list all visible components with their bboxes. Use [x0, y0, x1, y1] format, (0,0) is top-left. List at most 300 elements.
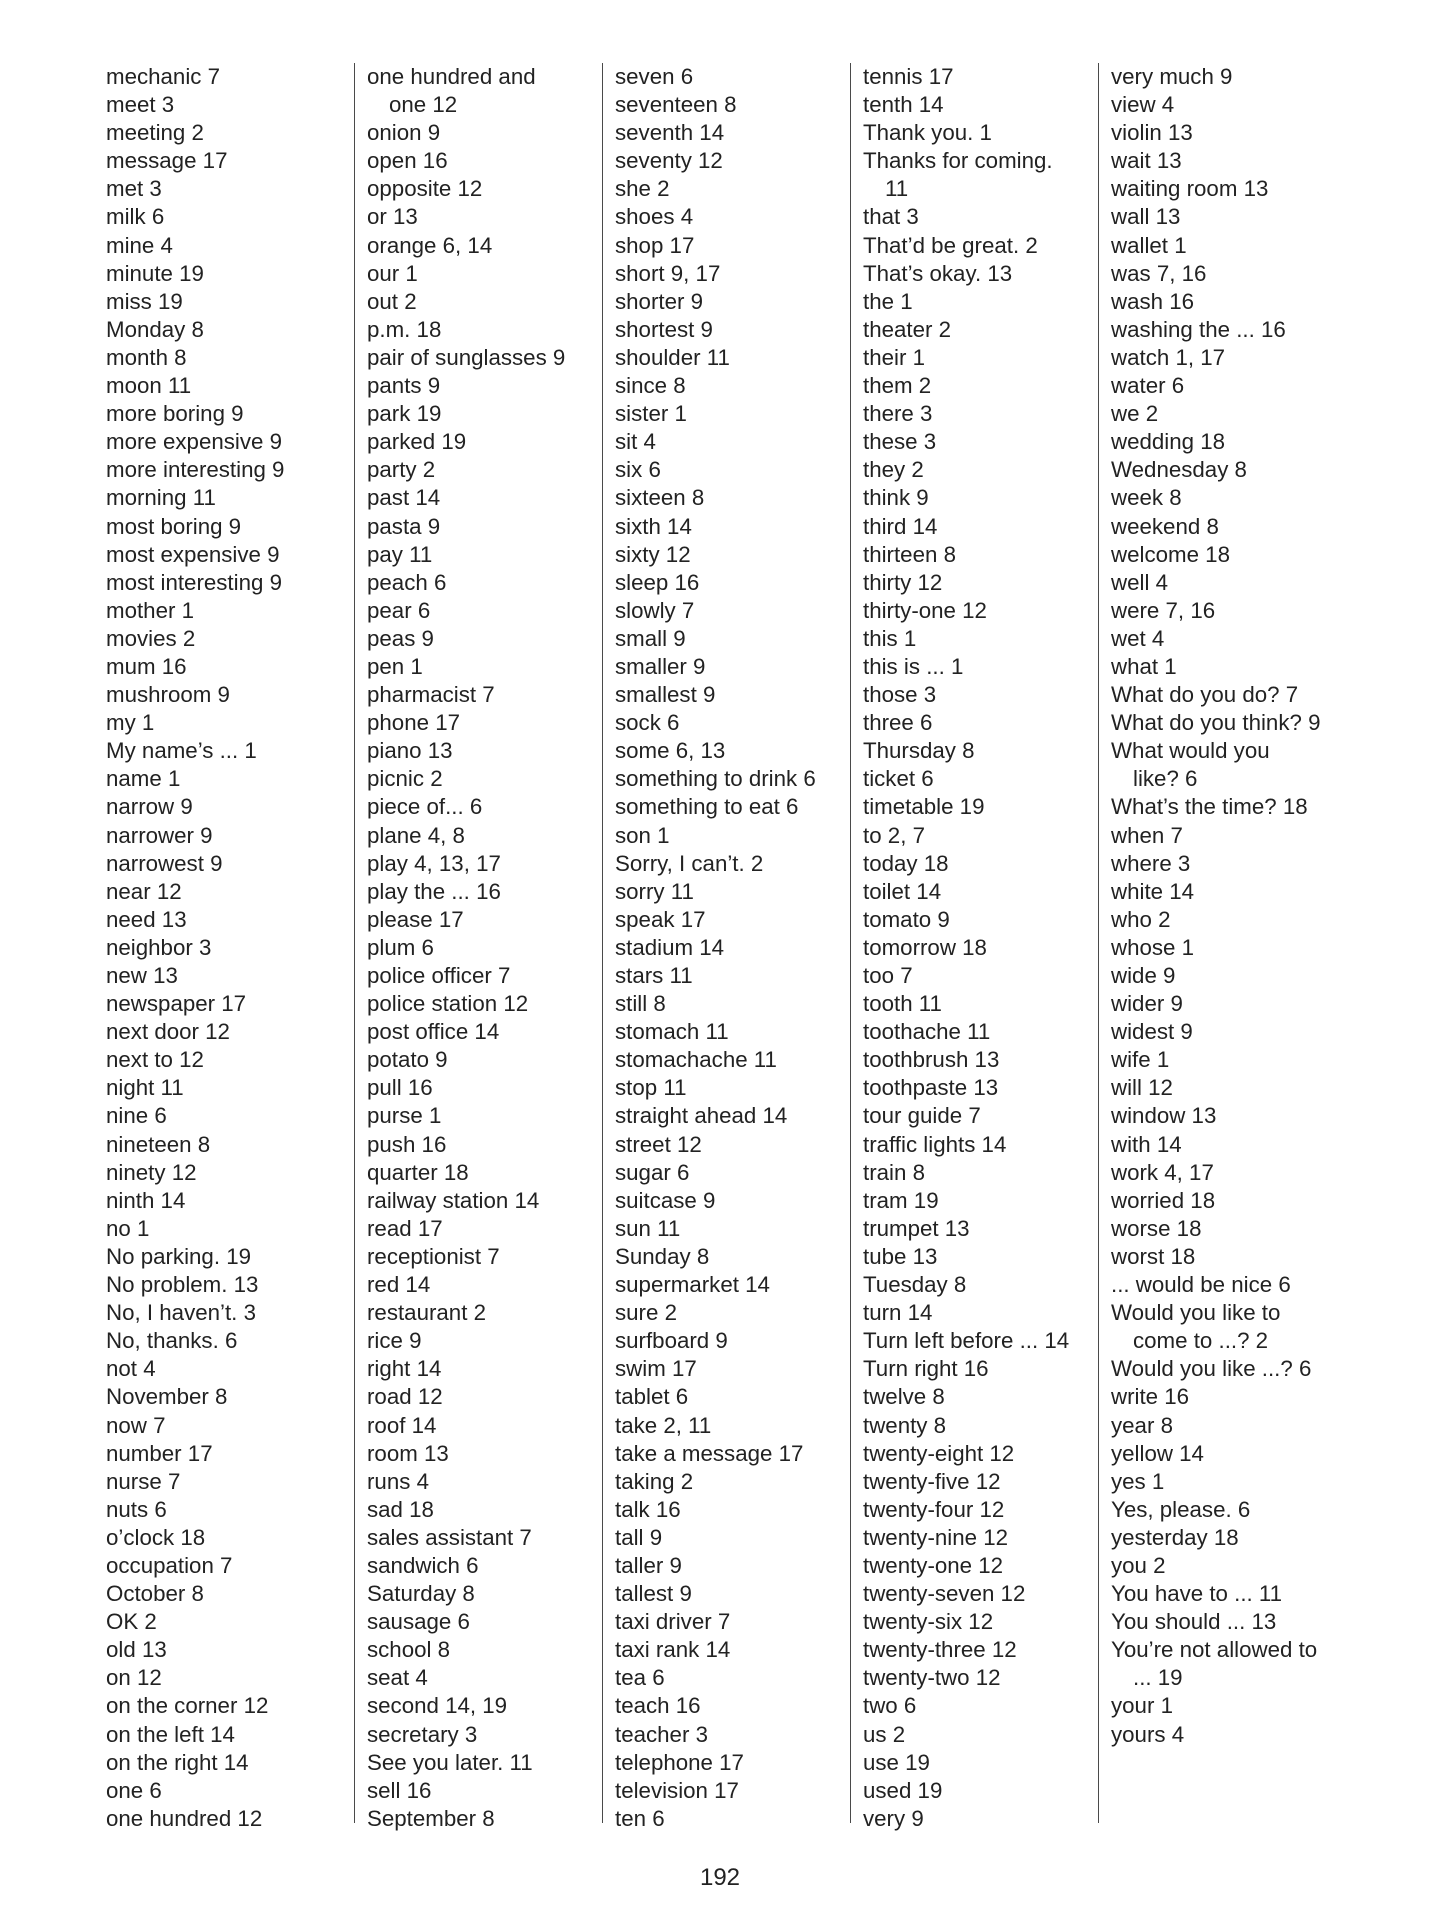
index-entry: you 2 — [1111, 1552, 1166, 1578]
index-column-2 — [354, 63, 602, 1831]
index-entry: very 9 — [863, 1805, 924, 1831]
index-entry: sleep 16 — [615, 569, 700, 595]
index-entry: twenty-six 12 — [863, 1609, 994, 1635]
index-entry: was 7, 16 — [1111, 260, 1207, 286]
index-entry: telephone 17 — [615, 1749, 744, 1775]
index-entry: tram 19 — [863, 1187, 939, 1213]
index-entry: teach 16 — [615, 1693, 701, 1719]
index-entry: twenty-two 12 — [863, 1665, 1001, 1691]
index-entry: now 7 — [106, 1412, 166, 1438]
index-entry: Thanks for coming. — [863, 148, 1053, 174]
index-entry: third 14 — [863, 513, 938, 539]
index-entry: new 13 — [106, 963, 178, 988]
index-entry: Yes, please. 6 — [1111, 1496, 1251, 1522]
index-entry: post office 14 — [367, 1019, 500, 1045]
index-entry: traffic lights 14 — [863, 1131, 1007, 1157]
index-entry: Thank you. 1 — [863, 120, 992, 146]
index-entry: whose 1 — [1111, 934, 1195, 960]
index-entry: met 3 — [106, 176, 162, 202]
index-entry: one 12 — [389, 92, 458, 118]
index-entry: pear 6 — [367, 597, 431, 623]
index-entry: stomachache 11 — [615, 1047, 777, 1073]
index-entry: o’clock 18 — [106, 1524, 206, 1550]
index-entry: one 6 — [106, 1777, 162, 1803]
index-entry: our 1 — [367, 260, 418, 286]
index-entry: sausage 6 — [367, 1609, 470, 1635]
index-entry: take a message 17 — [615, 1440, 804, 1466]
index-entry: yellow 14 — [1111, 1440, 1204, 1466]
index-entry: straight ahead 14 — [615, 1103, 788, 1129]
index-entry: tube 13 — [863, 1243, 938, 1269]
index-entry: worse 18 — [1111, 1215, 1202, 1241]
index-entry: Saturday 8 — [367, 1581, 475, 1607]
index-entry: party 2 — [367, 457, 436, 483]
index-entry: rice 9 — [367, 1328, 422, 1354]
index-entry: tea 6 — [615, 1665, 665, 1691]
index-entry: those 3 — [863, 682, 937, 708]
index-entry: this is ... 1 — [863, 653, 964, 679]
index-entry: tall 9 — [615, 1524, 663, 1550]
index-entry: shoes 4 — [615, 204, 694, 230]
index-entry: movies 2 — [106, 625, 196, 651]
index-entry: police station 12 — [367, 991, 529, 1017]
index-entry: theater 2 — [863, 316, 952, 342]
index-entry: like? 6 — [1133, 766, 1198, 792]
index-entry: opposite 12 — [367, 176, 483, 202]
index-entry: Sunday 8 — [615, 1243, 710, 1269]
index-entry: seven 6 — [615, 64, 694, 89]
index-entry: twenty-eight 12 — [863, 1440, 1015, 1466]
index-entry: push 16 — [367, 1131, 447, 1157]
index-entry: pharmacist 7 — [367, 682, 495, 708]
index-entry: white 14 — [1111, 878, 1195, 904]
index-entry: out 2 — [367, 288, 417, 314]
index-entry: my 1 — [106, 710, 155, 736]
index-entry: widest 9 — [1111, 1019, 1193, 1045]
index-entry: six 6 — [615, 457, 661, 483]
index-entry: parked 19 — [367, 429, 467, 455]
index-entry: on the right 14 — [106, 1749, 249, 1775]
index-entry: sad 18 — [367, 1496, 434, 1522]
index-entry: next to 12 — [106, 1047, 204, 1073]
index-entry: tomorrow 18 — [863, 934, 987, 960]
index-entry: use 19 — [863, 1749, 930, 1775]
index-entry: two 6 — [863, 1693, 917, 1719]
index-entry: neighbor 3 — [106, 934, 212, 960]
index-entry: with 14 — [1111, 1131, 1182, 1157]
index-entry: sixth 14 — [615, 513, 692, 539]
index-entry: weekend 8 — [1111, 513, 1219, 539]
index-entry: What would you — [1111, 738, 1270, 764]
index-entry: sixteen 8 — [615, 485, 705, 511]
index-entry: My name’s ... 1 — [106, 738, 257, 764]
index-entry: ... would be nice 6 — [1111, 1272, 1291, 1298]
index-entry: most expensive 9 — [106, 541, 280, 567]
index-entry: mine 4 — [106, 232, 173, 258]
index-entry: to 2, 7 — [863, 822, 925, 848]
index-entry: mushroom 9 — [106, 682, 230, 708]
index-entry: seat 4 — [367, 1665, 428, 1691]
index-entry: she 2 — [615, 176, 670, 202]
index-entry: sandwich 6 — [367, 1552, 479, 1578]
index-entry: No parking. 19 — [106, 1243, 252, 1269]
index-entry: That’s okay. 13 — [863, 260, 1013, 286]
index-entry: police officer 7 — [367, 963, 511, 988]
index-entry: no 1 — [106, 1215, 150, 1241]
index-entry: Turn right 16 — [863, 1356, 989, 1382]
index-entry: night 11 — [106, 1075, 184, 1101]
index-entry: too 7 — [863, 963, 913, 988]
index-entry: wider 9 — [1111, 991, 1183, 1017]
page-number: 192 — [699, 1864, 741, 1891]
index-entry: please 17 — [367, 906, 464, 932]
index-entry: trumpet 13 — [863, 1215, 970, 1241]
index-entry: secretary 3 — [367, 1721, 478, 1747]
index-entry: thirty-one 12 — [863, 597, 987, 623]
index-entry: not 4 — [106, 1356, 156, 1382]
index-column-1 — [106, 63, 354, 1831]
index-entry: purse 1 — [367, 1103, 442, 1129]
index-entry: occupation 7 — [106, 1552, 233, 1578]
index-entry: red 14 — [367, 1272, 431, 1298]
index-entry: OK 2 — [106, 1609, 157, 1635]
index-entry: that 3 — [863, 204, 919, 230]
index-entry: Tuesday 8 — [863, 1272, 967, 1298]
index-entry: short 9, 17 — [615, 260, 721, 286]
index-entry: most boring 9 — [106, 513, 242, 539]
index-entry: twenty-three 12 — [863, 1637, 1017, 1663]
index-entry: orange 6, 14 — [367, 232, 493, 258]
index-entry: there 3 — [863, 401, 933, 427]
index-entry: waiting room 13 — [1111, 176, 1269, 202]
index-entry: mum 16 — [106, 653, 187, 679]
index-entry: come to ...? 2 — [1133, 1328, 1269, 1354]
index-entry: wallet 1 — [1111, 232, 1187, 258]
index-entry: miss 19 — [106, 288, 183, 314]
index-entry: worst 18 — [1111, 1243, 1196, 1269]
index-entry: p.m. 18 — [367, 316, 442, 342]
index-entry: year 8 — [1111, 1412, 1173, 1438]
index-entry: pants 9 — [367, 373, 441, 399]
index-entry: stop 11 — [615, 1075, 687, 1101]
index-entry: sock 6 — [615, 710, 680, 736]
index-entry: read 17 — [367, 1215, 443, 1241]
index-entry: sales assistant 7 — [367, 1524, 532, 1550]
index-entry: wife 1 — [1111, 1047, 1170, 1073]
index-entry: one hundred 12 — [106, 1805, 263, 1831]
index-entry: tomato 9 — [863, 906, 950, 932]
index-entry: us 2 — [863, 1721, 906, 1747]
index-entry: sell 16 — [367, 1777, 432, 1803]
index-entry: swim 17 — [615, 1356, 697, 1382]
index-entry: these 3 — [863, 429, 937, 455]
index-entry: school 8 — [367, 1637, 451, 1663]
index-entry: No, thanks. 6 — [106, 1328, 238, 1354]
index-entry: quarter 18 — [367, 1159, 469, 1185]
index-entry: stadium 14 — [615, 934, 725, 960]
index-entry: teacher 3 — [615, 1721, 708, 1747]
index-entry: sun 11 — [615, 1215, 681, 1241]
index-entry: What do you think? 9 — [1111, 710, 1321, 736]
index-entry: more boring 9 — [106, 401, 244, 427]
index-entry: tenth 14 — [863, 92, 944, 118]
index-entry: what 1 — [1111, 653, 1177, 679]
index-entry: peach 6 — [367, 569, 447, 595]
index-entry: near 12 — [106, 878, 182, 904]
index-entry: one hundred and — [367, 64, 536, 89]
index-entry: their 1 — [863, 344, 925, 370]
index-entry: wet 4 — [1111, 625, 1165, 651]
index-entry: Thursday 8 — [863, 738, 975, 764]
index-entry: nineteen 8 — [106, 1131, 211, 1157]
index-entry: think 9 — [863, 485, 929, 511]
index-entry: narrower 9 — [106, 822, 213, 848]
index-entry: runs 4 — [367, 1468, 429, 1494]
index-entry: piano 13 — [367, 738, 453, 764]
index-entry: washing the ... 16 — [1111, 316, 1286, 342]
index-entry: ticket 6 — [863, 766, 934, 792]
index-column-4 — [850, 63, 1098, 1831]
index-entry: piece of... 6 — [367, 794, 483, 820]
index-entry: more interesting 9 — [106, 457, 285, 483]
index-entry: restaurant 2 — [367, 1300, 486, 1326]
index-column-3 — [602, 63, 850, 1831]
index-entry: right 14 — [367, 1356, 442, 1382]
index-entry: old 13 — [106, 1637, 167, 1663]
index-entry: more expensive 9 — [106, 429, 282, 455]
index-entry: twenty-five 12 — [863, 1468, 1001, 1494]
index-entry: talk 16 — [615, 1496, 681, 1522]
index-entry: You have to ... 11 — [1111, 1581, 1283, 1607]
index-entry: morning 11 — [106, 485, 216, 511]
index-entry: Sorry, I can’t. 2 — [615, 850, 764, 876]
index-entry: Wednesday 8 — [1111, 457, 1247, 483]
index-entry: worried 18 — [1111, 1187, 1216, 1213]
index-entry: taller 9 — [615, 1552, 682, 1578]
index-entry: sorry 11 — [615, 878, 694, 904]
index-entry: shortest 9 — [615, 316, 713, 342]
index-entry: pay 11 — [367, 541, 433, 567]
index-entry: or 13 — [367, 204, 418, 230]
index-entry: See you later. 11 — [367, 1749, 533, 1775]
index-entry: taxi driver 7 — [615, 1609, 731, 1635]
index-entry: water 6 — [1111, 373, 1185, 399]
index-entry: tallest 9 — [615, 1581, 692, 1607]
index-entry: ninth 14 — [106, 1187, 186, 1213]
index-entry: on the left 14 — [106, 1721, 235, 1747]
index-entry: Turn left before ... 14 — [863, 1328, 1070, 1354]
index-entry: tooth 11 — [863, 991, 942, 1017]
index-entry: tennis 17 — [863, 64, 954, 89]
index-entry: pen 1 — [367, 653, 423, 679]
index-entry: window 13 — [1111, 1103, 1217, 1129]
index-entry: who 2 — [1111, 906, 1171, 932]
index-entry: something to drink 6 — [615, 766, 816, 792]
index-entry: milk 6 — [106, 204, 165, 230]
index-entry: watch 1, 17 — [1111, 344, 1226, 370]
index-entry: seventeen 8 — [615, 92, 737, 118]
index-entry: the 1 — [863, 288, 913, 314]
index-entry: wedding 18 — [1111, 429, 1226, 455]
index-entry: Would you like to — [1111, 1300, 1281, 1326]
index-entry: view 4 — [1111, 92, 1175, 118]
index-entry: most interesting 9 — [106, 569, 282, 595]
index-entry: twenty-one 12 — [863, 1552, 1004, 1578]
index-entry: park 19 — [367, 401, 442, 427]
index-entry: railway station 14 — [367, 1187, 540, 1213]
index-entry: write 16 — [1111, 1384, 1190, 1410]
index-entry: moon 11 — [106, 373, 192, 399]
index-entry: past 14 — [367, 485, 441, 511]
index-entry: toothache 11 — [863, 1019, 991, 1045]
index-entry: supermarket 14 — [615, 1272, 770, 1298]
index-entry: stars 11 — [615, 963, 693, 988]
index-entry: taking 2 — [615, 1468, 694, 1494]
index-entry: onion 9 — [367, 120, 441, 146]
index-entry: meeting 2 — [106, 120, 204, 146]
index-entry: nine 6 — [106, 1103, 167, 1129]
index-entry: nurse 7 — [106, 1468, 181, 1494]
index-entry: shorter 9 — [615, 288, 703, 314]
index-entry: some 6, 13 — [615, 738, 726, 764]
index-entry: yesterday 18 — [1111, 1524, 1239, 1550]
index-entry: next door 12 — [106, 1019, 230, 1045]
index-entry: will 12 — [1111, 1075, 1173, 1101]
index-entry: something to eat 6 — [615, 794, 799, 820]
index-entry: used 19 — [863, 1777, 943, 1803]
index-entry: receptionist 7 — [367, 1243, 500, 1269]
index-entry: twenty-seven 12 — [863, 1581, 1026, 1607]
index-entry: newspaper 17 — [106, 991, 247, 1017]
index-entry: ninety 12 — [106, 1159, 197, 1185]
index-entry: them 2 — [863, 373, 932, 399]
index-entry: still 8 — [615, 991, 666, 1017]
index-entry: wall 13 — [1111, 204, 1181, 230]
index-entry: where 3 — [1111, 850, 1191, 876]
index-entry: we 2 — [1111, 401, 1159, 427]
index-entry: yes 1 — [1111, 1468, 1165, 1494]
index-entry: twenty-four 12 — [863, 1496, 1005, 1522]
index-entry: three 6 — [863, 710, 933, 736]
index-entry: ... 19 — [1133, 1665, 1183, 1691]
index-entry: street 12 — [615, 1131, 702, 1157]
index-entry: meet 3 — [106, 92, 175, 118]
index-entry: pair of sunglasses 9 — [367, 344, 566, 370]
index-entry: small 9 — [615, 625, 686, 651]
index-entry: open 16 — [367, 148, 448, 174]
index-entry: month 8 — [106, 344, 187, 370]
index-entry: wide 9 — [1111, 963, 1176, 988]
index-entry: timetable 19 — [863, 794, 985, 820]
index-entry: September 8 — [367, 1805, 495, 1831]
index-columns — [106, 63, 1346, 1831]
index-entry: message 17 — [106, 148, 228, 174]
index-entry: You should ... 13 — [1111, 1609, 1277, 1635]
index-entry: since 8 — [615, 373, 686, 399]
index-entry: narrowest 9 — [106, 850, 223, 876]
index-entry: toothbrush 13 — [863, 1047, 1000, 1073]
index-entry: thirty 12 — [863, 569, 943, 595]
index-entry: surfboard 9 — [615, 1328, 728, 1354]
index-entry: speak 17 — [615, 906, 706, 932]
index-entry: sit 4 — [615, 429, 656, 455]
index-entry: number 17 — [106, 1440, 213, 1466]
index-entry: work 4, 17 — [1111, 1159, 1214, 1185]
index-entry: when 7 — [1111, 822, 1183, 848]
index-entry: slowly 7 — [615, 597, 695, 623]
index-entry: Would you like ...? 6 — [1111, 1356, 1312, 1382]
index-entry: need 13 — [106, 906, 187, 932]
index-entry: were 7, 16 — [1111, 597, 1216, 623]
index-entry: road 12 — [367, 1384, 443, 1410]
index-entry: they 2 — [863, 457, 924, 483]
index-entry: plum 6 — [367, 934, 434, 960]
index-entry: week 8 — [1111, 485, 1182, 511]
index-entry: phone 17 — [367, 710, 460, 736]
index-entry: smaller 9 — [615, 653, 706, 679]
index-entry: twenty 8 — [863, 1412, 947, 1438]
index-entry: toothpaste 13 — [863, 1075, 999, 1101]
index-entry: twelve 8 — [863, 1384, 945, 1410]
index-entry: suitcase 9 — [615, 1187, 716, 1213]
index-entry: mechanic 7 — [106, 64, 221, 89]
index-entry: train 8 — [863, 1159, 925, 1185]
index-entry: second 14, 19 — [367, 1693, 508, 1719]
index-entry: stomach 11 — [615, 1019, 729, 1045]
index-entry: your 1 — [1111, 1693, 1173, 1719]
index-entry: wash 16 — [1111, 288, 1195, 314]
index-entry: today 18 — [863, 850, 949, 876]
index-entry: narrow 9 — [106, 794, 193, 820]
index-entry: What do you do? 7 — [1111, 682, 1299, 708]
index-entry: pasta 9 — [367, 513, 441, 539]
index-entry: That’d be great. 2 — [863, 232, 1038, 258]
index-entry: turn 14 — [863, 1300, 933, 1326]
index-entry: taxi rank 14 — [615, 1637, 731, 1663]
index-entry: violin 13 — [1111, 120, 1193, 146]
index-entry: peas 9 — [367, 625, 434, 651]
index-entry: sugar 6 — [615, 1159, 690, 1185]
index-entry: on the corner 12 — [106, 1693, 269, 1719]
index-entry: ten 6 — [615, 1805, 665, 1831]
index-entry: twenty-nine 12 — [863, 1524, 1009, 1550]
index-entry: pull 16 — [367, 1075, 433, 1101]
index-entry: shop 17 — [615, 232, 695, 258]
index-entry: son 1 — [615, 822, 670, 848]
index-entry: sure 2 — [615, 1300, 677, 1326]
index-entry: potato 9 — [367, 1047, 448, 1073]
index-entry: tour guide 7 — [863, 1103, 981, 1129]
index-entry: well 4 — [1111, 569, 1169, 595]
index-entry: very much 9 — [1111, 64, 1233, 89]
index-entry: sixty 12 — [615, 541, 691, 567]
index-entry: take 2, 11 — [615, 1412, 712, 1438]
index-entry: sister 1 — [615, 401, 687, 427]
index-entry: You’re not allowed to — [1111, 1637, 1318, 1663]
index-entry: roof 14 — [367, 1412, 437, 1438]
index-entry: seventh 14 — [615, 120, 725, 146]
index-entry: seventy 12 — [615, 148, 723, 174]
index-entry: toilet 14 — [863, 878, 942, 904]
index-entry: What’s the time? 18 — [1111, 794, 1308, 820]
index-entry: picnic 2 — [367, 766, 443, 792]
index-entry: Monday 8 — [106, 316, 204, 342]
index-entry: play 4, 13, 17 — [367, 850, 501, 876]
index-entry: 11 — [885, 176, 909, 202]
index-entry: minute 19 — [106, 260, 204, 286]
index-entry: room 13 — [367, 1440, 449, 1466]
index-entry: No, I haven’t. 3 — [106, 1300, 256, 1326]
